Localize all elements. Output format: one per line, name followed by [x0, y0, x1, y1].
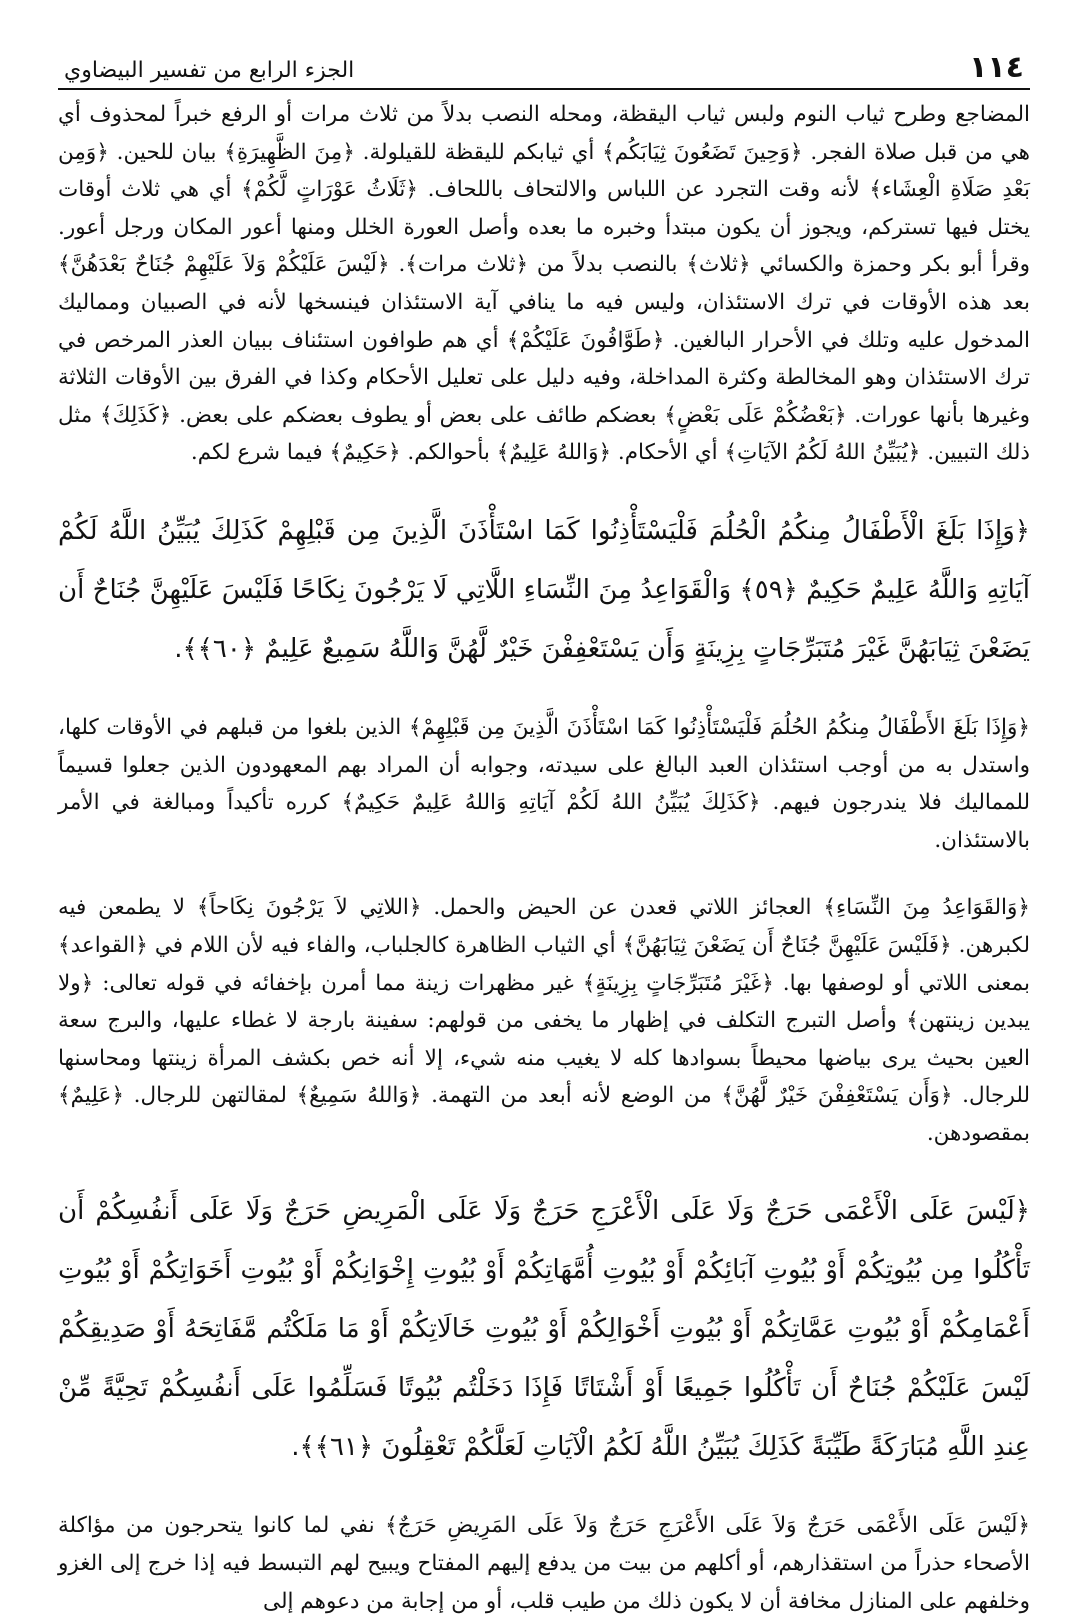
commentary-paragraph: ﴿وَإِذَا بَلَغَ الأَطْفَالُ مِنكُمُ الحُلُمَ فَلْيَسْتَأْذِنُوا كَمَا اسْتَأْذَنَ الَّذِينَ مِن قَبْلِهِمْ﴾ الذين بلغوا من قبلهم في الأوقات كلها، واستدل به من أوجب استئذان العبد البالغ على سيدته، وجوابه أن المراد بهم المعهودون الذين جعلوا قسيماً للمماليك فلا يندرجون فيهم. ﴿كَذَلِكَ يُبَيِّنُ اللهُ لَكُمْ آيَاتِهِ وَاللهُ عَلِيمٌ حَكِيمٌ﴾ كرره تأكيداً ومبالغة في الأمر بالاستئذان.	[58, 714, 1030, 853]
book-page	[58, 48, 1030, 1620]
running-title: الجزء الرابع من تفسير البيضاوي	[64, 58, 355, 83]
page-header	[58, 48, 1030, 90]
quran-verse-block: ﴿وَإِذَا بَلَغَ الْأَطْفَالُ مِنكُمُ الْحُلُمَ فَلْيَسْتَأْذِنُوا كَمَا اسْتَأْذَنَ الَّذِينَ مِن قَبْلِهِمْ كَذَلِكَ يُبَيِّنُ اللَّهُ لَكُمْ آيَاتِهِ وَاللَّهُ عَلِيمٌ حَكِيمٌ ﴿٥٩﴾ وَالْقَوَاعِدُ مِنَ النِّسَاءِ اللَّاتِي لَا يَرْجُونَ نِكَاحًا فَلَيْسَ عَلَيْهِنَّ جُنَاحٌ أَن يَضَعْنَ ثِيَابَهُنَّ غَيْرَ مُتَبَرِّجَاتٍ بِزِينَةٍ وَأَن يَسْتَعْفِفْنَ خَيْرٌ لَّهُنَّ وَاللَّهُ سَمِيعٌ عَلِيمٌ ﴿٦٠﴾﴾.	[58, 515, 1031, 664]
commentary-paragraph: ﴿لَيْسَ عَلَى الأَعْمَى حَرَجٌ وَلاَ عَلَى الأَعْرَجِ حَرَجٌ وَلاَ عَلَى المَرِيضِ حَرَجٌ﴾ نفي لما كانوا يتحرجون من مؤاكلة الأصحاء حذراً من استقذارهم، أو أكلهم من بيت من يدفع إليهم المفتاح ويبيح لهم التبسط فيه إذا خرج إلى الغزو وخلفهم على المنازل مخافة أن لا يكون ذلك من طيب قلب، أو من إجابة من دعوهم إلى	[58, 1513, 1030, 1614]
commentary-paragraph: ﴿وَالقَوَاعِدُ مِنَ النِّسَاءِ﴾ العجائز اللاتي قعدن عن الحيض والحمل. ﴿اللاتِي لاَ يَرْجُونَ نِكَاحاً﴾ لا يطمعن فيه لكبرهن. ﴿فَلَيْسَ عَلَيْهِنَّ جُنَاحٌ أَن يَضَعْنَ ثِيَابَهُنَّ﴾ أي الثياب الظاهرة كالجلباب، والفاء فيه لأن اللام في ﴿القواعد﴾ بمعنى اللاتي أو لوصفها بها. ﴿غَيْرَ مُتَبَرِّجَاتٍ بِزِينَةٍ﴾ غير مظهرات زينة مما أمرن بإخفائه في قوله تعالى: ﴿ولا يبدين زينتهن﴾ وأصل التبرج التكلف في إظهار ما يخفى من قولهم: سفينة بارجة لا غطاء عليها، والبرج سعة العين بحيث يرى بياضها محيطاً بسوادها كله لا يغيب منه شيء، إلا أنه خص بكشف المرأة زينتها ومحاسنها للرجال. ﴿وَأَن يَسْتَعْفِفْنَ خَيْرٌ لَّهُنَّ﴾ من الوضع لأنه أبعد من التهمة. ﴿وَاللهُ سَمِيعٌ﴾ لمقالتهن للرجال. ﴿عَلِيمٌ﴾ بمقصودهن.	[58, 895, 1030, 1146]
page-number: ١١٤	[969, 50, 1024, 85]
commentary-paragraph: المضاجع وطرح ثياب النوم ولبس ثياب اليقظة، ومحله النصب بدلاً من ثلاث مرات أو الرفع خبراً لمحذوف أي هي من قبل صلاة الفجر. ﴿وَحِينَ تَضَعُونَ ثِيَابَكُم﴾ أي ثيابكم لليقظة للقيلولة. ﴿مِنَ الظَّهِيرَةِ﴾ بيان للحين. ﴿وَمِن بَعْدِ صَلَاةِ الْعِشَاء﴾ لأنه وقت التجرد عن اللباس والالتحاف باللحاف. ﴿ثَلَاثُ عَوْرَاتٍ لَّكُمْ﴾ أي هي ثلاث أوقات يختل فيها تستركم، ويجوز أن يكون مبتدأ وخبره ما بعده وأصل العورة الخلل ومنها أعور المكان ورجل أعور. وقرأ أبو بكر وحمزة والكسائي ﴿ثلاث﴾ بالنصب بدلاً من ﴿ثلاث مرات﴾. ﴿لَيْسَ عَلَيْكُمْ وَلاَ عَلَيْهِمْ جُنَاحٌ بَعْدَهُنَّ﴾ بعد هذه الأوقات في ترك الاستئذان، وليس فيه ما ينافي آية الاستئذان فينسخها لأنه في الصبيان ومماليك المدخول عليه وتلك في الأحرار البالغين. ﴿طَوَّافُونَ عَلَيْكُمْ﴾ أي هم طوافون استئناف ببيان العذر المرخص في ترك الاستئذان وهو المخالطة وكثرة المداخلة، وفيه دليل على تعليل الأحكام وكذا في الفرق بين الأوقات الثلاثة وغيرها بأنها عورات. ﴿بَعْضُكُمْ عَلَى بَعْضٍ﴾ بعضكم طائف على بعض أو يطوف بعضكم على بعض. ﴿كَذَلِكَ﴾ مثل ذلك التبيين. ﴿يُبَيِّنُ اللهُ لَكُمُ الآيَاتِ﴾ أي الأحكام. ﴿وَاللهُ عَلِيمٌ﴾ بأحوالكم. ﴿حَكِيمٌ﴾ فيما شرع لكم.	[58, 102, 1030, 466]
page-body	[58, 90, 1030, 1620]
quran-verse-block: ﴿لَيْسَ عَلَى الْأَعْمَى حَرَجٌ وَلَا عَلَى الْأَعْرَجِ حَرَجٌ وَلَا عَلَى الْمَرِيضِ حَرَجٌ وَلَا عَلَى أَنفُسِكُمْ أَن تَأْكُلُوا مِن بُيُوتِكُمْ أَوْ بُيُوتِ آبَائِكُمْ أَوْ بُيُوتِ أُمَّهَاتِكُمْ أَوْ بُيُوتِ إِخْوَانِكُمْ أَوْ بُيُوتِ أَخَوَاتِكُمْ أَوْ بُيُوتِ أَعْمَامِكُمْ أَوْ بُيُوتِ عَمَّاتِكُمْ أَوْ بُيُوتِ أَخْوَالِكُمْ أَوْ بُيُوتِ خَالَاتِكُمْ أَوْ مَا مَلَكْتُم مَّفَاتِحَهُ أَوْ صَدِيقِكُمْ لَيْسَ عَلَيْكُمْ جُنَاحٌ أَن تَأْكُلُوا جَمِيعًا أَوْ أَشْتَاتًا فَإِذَا دَخَلْتُم بُيُوتًا فَسَلِّمُوا عَلَى أَنفُسِكُمْ تَحِيَّةً مِّنْ عِندِ اللَّهِ مُبَارَكَةً طَيِّبَةً كَذَلِكَ يُبَيِّنُ اللَّهُ لَكُمُ الْآيَاتِ لَعَلَّكُمْ تَعْقِلُونَ ﴿٦١﴾﴾.	[58, 1196, 1030, 1463]
